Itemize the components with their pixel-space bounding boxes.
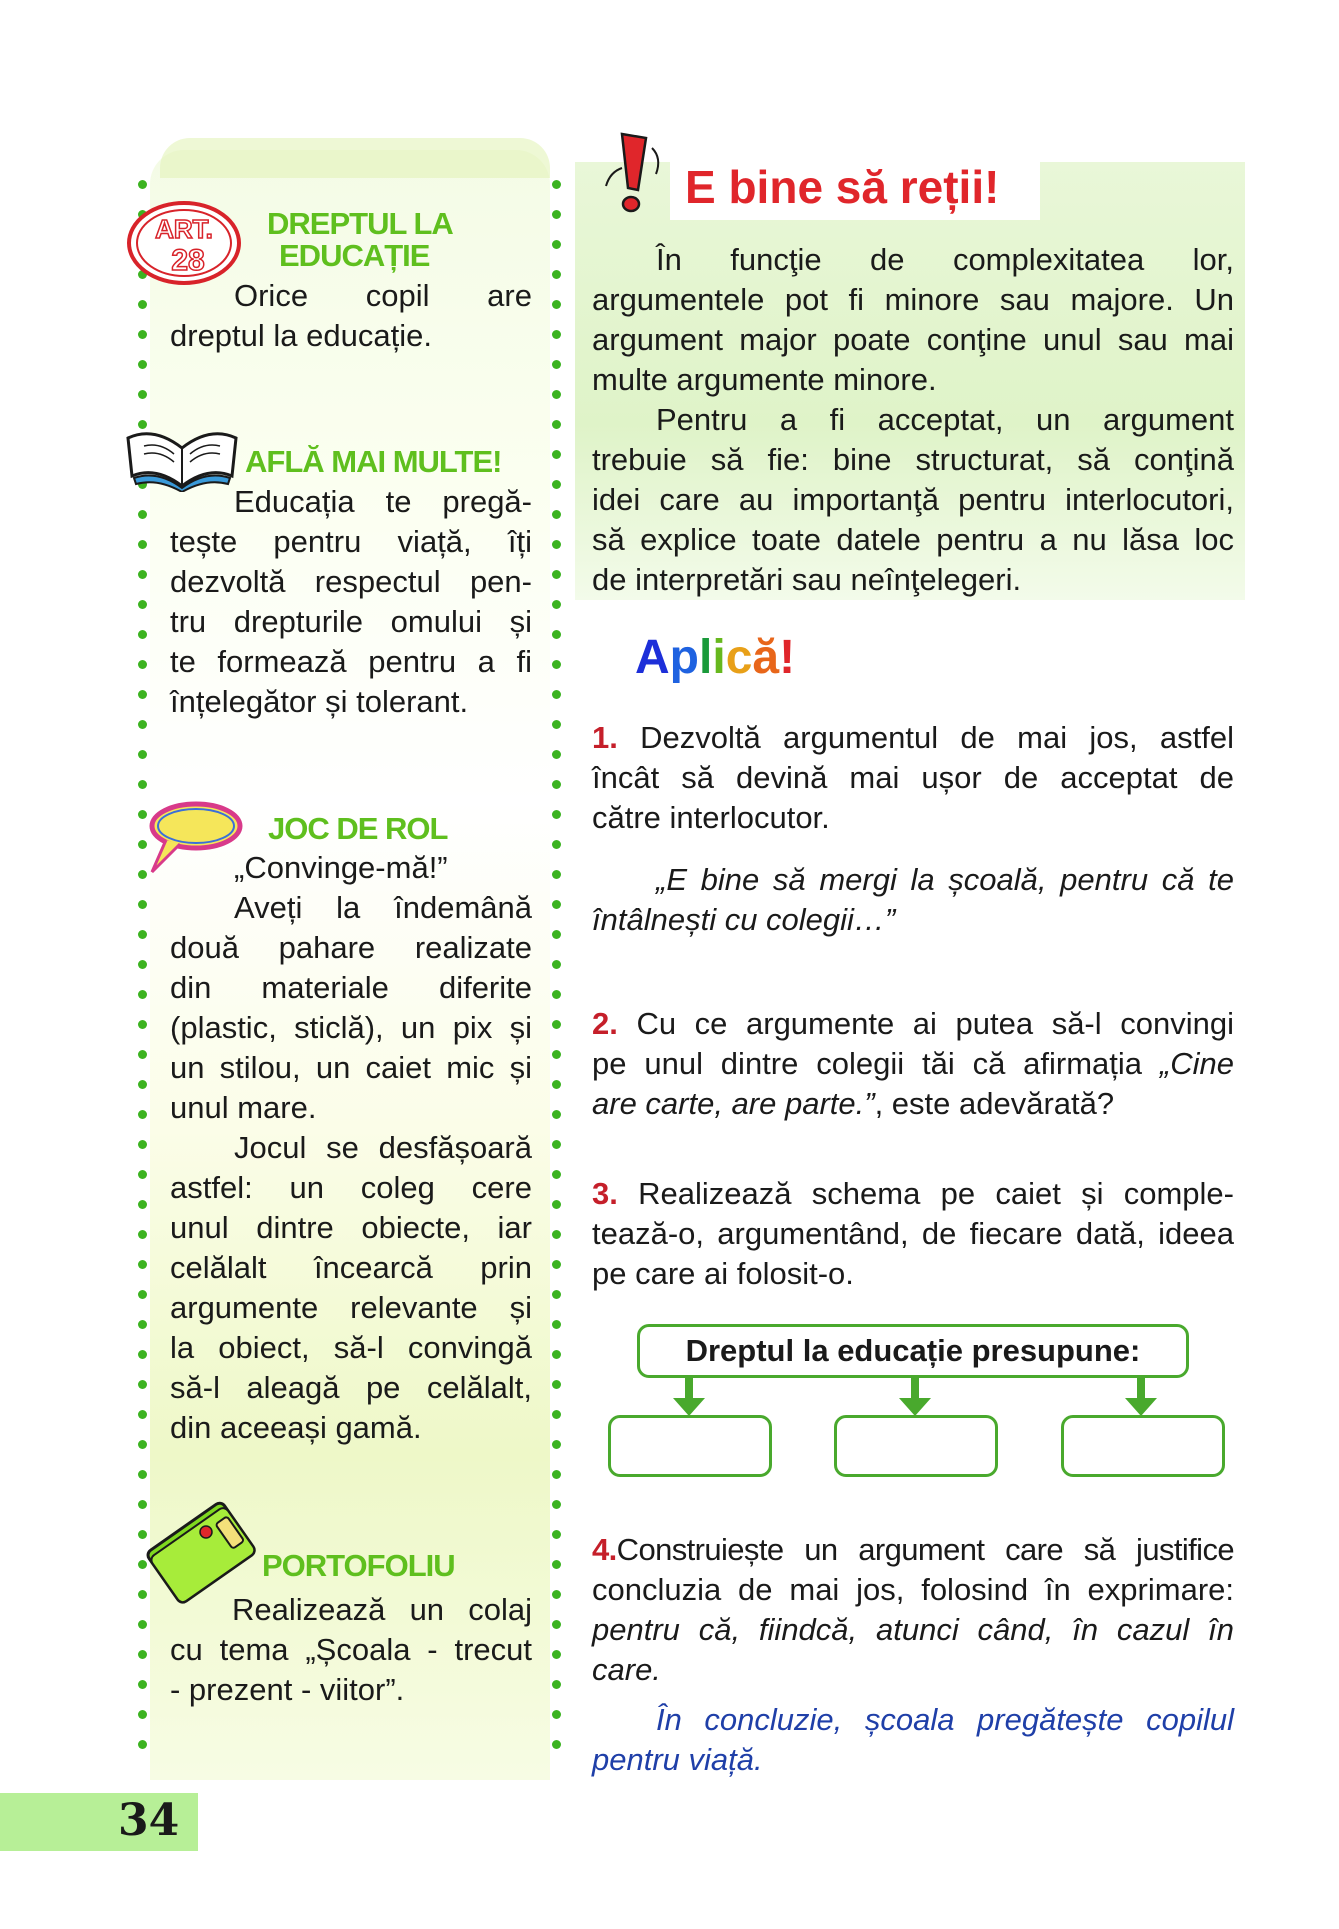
dot — [138, 1320, 147, 1329]
portofoliu-heading: PORTOFOLIU — [262, 1548, 455, 1583]
dot — [552, 240, 561, 249]
dot — [552, 810, 561, 819]
ex4-line4: care. — [592, 1652, 661, 1687]
dot — [552, 600, 561, 609]
ex4-line2: concluzia de mai jos, folosind în exprimare: — [592, 1572, 1234, 1607]
drept-heading — [267, 208, 453, 272]
open-book-icon — [124, 418, 240, 492]
dot — [138, 330, 147, 339]
dot — [552, 930, 561, 939]
aplica-letter: ! — [779, 631, 796, 684]
joc-line: (plastic, sticlă), un pix și — [170, 1010, 532, 1045]
ex1-line1 — [592, 718, 1234, 758]
retine-line: să explice toate datele pentru a nu lăsa loc — [592, 522, 1234, 557]
ex1-line1-text: Dezvoltă argumentul de mai jos, astfel — [640, 720, 1234, 755]
dot — [138, 1080, 147, 1089]
retine-line: Pentru a fi acceptat, un argument — [656, 402, 1234, 437]
dot — [552, 570, 561, 579]
dot — [552, 1440, 561, 1449]
dotted-border-right — [552, 180, 564, 1770]
dot — [138, 1110, 147, 1119]
ex1-number: 1. — [592, 720, 618, 755]
dot — [552, 1110, 561, 1119]
dot — [138, 1380, 147, 1389]
ex2-line2 — [592, 1044, 1234, 1084]
dot — [138, 180, 147, 189]
joc-line: Aveți la îndemână — [234, 890, 532, 925]
aplica-letter: p — [669, 631, 699, 684]
dot — [552, 1140, 561, 1149]
dot — [138, 1260, 147, 1269]
dot — [552, 330, 561, 339]
ex4-conclusion-line2: pentru viață. — [592, 1742, 763, 1777]
dot — [138, 390, 147, 399]
retine-line: multe argumente minore. — [592, 362, 937, 397]
dot — [552, 450, 561, 459]
dot — [138, 750, 147, 759]
joc-line: Jocul se desfășoară — [234, 1130, 532, 1165]
retine-line: argumentele pot fi minore sau majore. Un — [592, 282, 1234, 317]
dot — [138, 900, 147, 909]
afla-heading: AFLĂ MAI MULTE! — [245, 444, 502, 479]
ex1-line2: încât să devină mai ușor de acceptat de — [592, 760, 1234, 795]
folder-icon — [140, 1498, 260, 1604]
dot — [552, 660, 561, 669]
dot — [138, 1620, 147, 1629]
drept-line1 — [170, 276, 532, 316]
dot — [552, 990, 561, 999]
dot — [552, 1050, 561, 1059]
dot — [552, 1290, 561, 1299]
page-number: 34 — [118, 1795, 180, 1846]
drept-heading-line1: DREPTUL LA — [267, 206, 453, 241]
ex2-line3 — [592, 1084, 1234, 1124]
dot — [552, 960, 561, 969]
retine-line: idei care au importanţă pentru interlocutori, — [592, 482, 1234, 517]
joc-heading: JOC DE ROL — [268, 811, 448, 846]
dot — [552, 300, 561, 309]
retine-line: trebuie să fie: bine structurat, să conţină — [592, 442, 1234, 477]
ex4-line3: pentru că, fiindcă, atunci când, în cazul în — [592, 1612, 1234, 1647]
portofoliu-line: - prezent - viitor”. — [170, 1672, 405, 1707]
dot — [552, 900, 561, 909]
ex4-number: 4. — [592, 1532, 617, 1567]
joc-line: unul dintre obiecte, iar — [170, 1210, 532, 1245]
drept-line1-text: Orice copil are — [234, 278, 532, 313]
dot — [138, 990, 147, 999]
dot — [552, 630, 561, 639]
scheme-answer-box — [608, 1415, 772, 1477]
joc-line: din materiale diferite — [170, 970, 532, 1005]
drept-heading-line2: EDUCAȚIE — [279, 238, 430, 273]
joc-line: la obiect, să-l convingă — [170, 1330, 532, 1365]
dot — [138, 1020, 147, 1029]
dot — [138, 1740, 147, 1749]
afla-line: te formează pentru a fi — [170, 644, 532, 679]
ex2-line1-text: Cu ce argumente ai putea să-l convingi — [636, 1006, 1234, 1041]
dot — [552, 1710, 561, 1719]
retine-text — [592, 240, 1234, 600]
dot — [552, 1620, 561, 1629]
dot — [552, 1170, 561, 1179]
art-28-badge-icon — [126, 200, 242, 286]
dot — [552, 1320, 561, 1329]
joc-line: din aceeași gamă. — [170, 1410, 422, 1445]
dot — [138, 570, 147, 579]
dot — [138, 1230, 147, 1239]
joc-line: două pahare realizate — [170, 930, 532, 965]
dot — [552, 750, 561, 759]
exclamation-icon — [600, 128, 672, 218]
drept-text — [170, 276, 532, 356]
dot — [138, 1650, 147, 1659]
ex3-line2: tează-o, argumentând, de fiecare dată, ideea — [592, 1216, 1234, 1251]
portofoliu-text — [170, 1590, 532, 1710]
dot — [138, 1410, 147, 1419]
afla-line: tru drepturile omului și — [170, 604, 532, 639]
scheme-title: Dreptul la educație presupune: — [637, 1324, 1189, 1378]
dot — [552, 1260, 561, 1269]
ex2-line3-text: , este adevărată? — [874, 1086, 1115, 1121]
dot — [138, 1710, 147, 1719]
dot — [552, 690, 561, 699]
art-badge-line2: 28 — [171, 244, 205, 277]
exercise-4 — [592, 1530, 1234, 1780]
dot — [552, 1230, 561, 1239]
retine-line: de interpretări sau neînţelegeri. — [592, 562, 1022, 597]
ex2-line1 — [592, 1004, 1234, 1044]
ex3-line1 — [592, 1174, 1234, 1214]
ex4-line1 — [592, 1530, 1234, 1570]
drept-line2: dreptul la educație. — [170, 318, 432, 353]
dot — [138, 1350, 147, 1359]
ex2-number: 2. — [592, 1006, 618, 1041]
exercise-3 — [592, 1174, 1234, 1294]
ex1-quote-line2: întâlnești cu colegii…” — [592, 902, 896, 937]
dot — [138, 1680, 147, 1689]
dot — [138, 1170, 147, 1179]
retine-title: E bine să reții! — [685, 161, 1000, 213]
joc-line: celălalt încearcă prin — [170, 1250, 532, 1285]
exercise-2 — [592, 1004, 1234, 1124]
dot — [552, 1530, 561, 1539]
dot — [138, 1290, 147, 1299]
aplica-letter: c — [725, 631, 753, 684]
aplica-letter: i — [712, 631, 726, 684]
dot — [552, 360, 561, 369]
ex1-line3: către interlocutor. — [592, 800, 830, 835]
dot — [552, 870, 561, 879]
dot — [552, 720, 561, 729]
dot — [138, 960, 147, 969]
dot — [552, 1350, 561, 1359]
scheme-answer-box — [1061, 1415, 1225, 1477]
dot — [138, 660, 147, 669]
dot — [138, 690, 147, 699]
dot — [138, 1470, 147, 1479]
dot — [552, 1650, 561, 1659]
joc-line: „Convinge-mă!” — [234, 850, 448, 885]
dot — [138, 600, 147, 609]
portofoliu-line: Realizează un colaj — [232, 1592, 532, 1627]
dot — [552, 1470, 561, 1479]
portofoliu-line: cu tema „Școala - trecut — [170, 1632, 532, 1667]
joc-line: argumente relevante și — [170, 1290, 532, 1325]
dot — [552, 1380, 561, 1389]
dot — [138, 930, 147, 939]
ex4-line1-text: Construiește un argument care să justifice — [616, 1532, 1234, 1567]
ex3-line3: pe care ai folosit-o. — [592, 1256, 854, 1291]
dot — [138, 630, 147, 639]
dot — [138, 1200, 147, 1209]
dot — [138, 1050, 147, 1059]
dot — [552, 270, 561, 279]
dot — [552, 780, 561, 789]
art-badge-line1: ART. — [155, 214, 213, 244]
afla-line: Educația te pregă- — [234, 484, 532, 519]
dot — [138, 720, 147, 729]
arrow-down-icon — [669, 1378, 709, 1418]
joc-line: unul mare. — [170, 1090, 317, 1125]
afla-text — [170, 482, 532, 722]
arrow-down-icon — [1121, 1378, 1161, 1418]
dot — [552, 1500, 561, 1509]
dot — [138, 1440, 147, 1449]
scheme-answer-box — [834, 1415, 998, 1477]
dot — [552, 1020, 561, 1029]
dot — [138, 300, 147, 309]
joc-text — [170, 848, 532, 1448]
afla-line: înțelegător și tolerant. — [170, 684, 469, 719]
dot — [552, 210, 561, 219]
joc-line: un stilou, un caiet mic și — [170, 1050, 532, 1085]
dot — [552, 510, 561, 519]
joc-line: astfel: un coleg cere — [170, 1170, 532, 1205]
dot — [552, 1740, 561, 1749]
dot — [552, 1080, 561, 1089]
dot — [552, 390, 561, 399]
dot — [138, 780, 147, 789]
joc-line: să-l aleagă pe celălalt, — [170, 1370, 532, 1405]
ex1-quote-line1: „E bine să mergi la școală, pentru că te — [656, 862, 1234, 897]
afla-line: tește pentru viață, îți — [170, 524, 532, 559]
dot — [552, 1200, 561, 1209]
dot — [552, 1680, 561, 1689]
dot — [552, 1560, 561, 1569]
ex3-number: 3. — [592, 1176, 618, 1211]
retine-line: argument major poate conţine unul sau mai — [592, 322, 1234, 357]
dot — [138, 360, 147, 369]
dot — [138, 1140, 147, 1149]
aplica-letter: A — [635, 631, 670, 684]
exercise-1 — [592, 718, 1234, 940]
dot — [552, 180, 561, 189]
aplica-title — [635, 630, 795, 685]
aplica-letter: l — [699, 631, 713, 684]
dot — [138, 540, 147, 549]
dot — [552, 1410, 561, 1419]
aplica-letter: ă — [752, 631, 780, 684]
ex4-conclusion-line1: În concluzie, școala pregătește copilul — [656, 1702, 1234, 1737]
retine-line: În funcţie de complexitatea lor, — [656, 242, 1234, 277]
ex3-line1-text: Realizează schema pe caiet și comple- — [638, 1176, 1234, 1211]
arrow-down-icon — [895, 1378, 935, 1418]
ex2-line2-quote: „Cine — [1159, 1046, 1234, 1081]
ex2-line3-quote: are carte, are parte.” — [592, 1086, 875, 1121]
dot — [552, 480, 561, 489]
dot — [552, 840, 561, 849]
afla-line: dezvoltă respectul pen- — [170, 564, 532, 599]
dot — [552, 1590, 561, 1599]
dot — [138, 510, 147, 519]
dot — [552, 540, 561, 549]
ex2-line2-text: pe unul dintre colegii tăi că afirmația — [592, 1046, 1160, 1081]
dot — [552, 420, 561, 429]
